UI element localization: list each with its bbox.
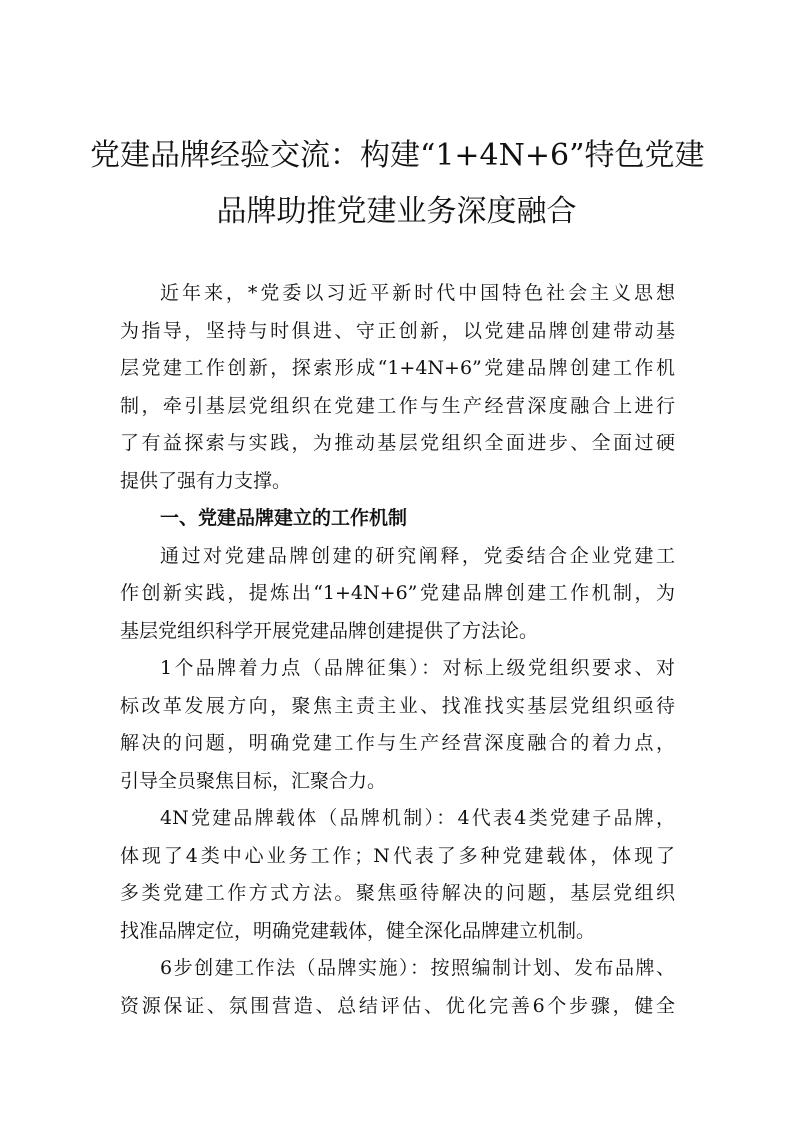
paragraph-line: 1个品牌着力点（品牌征集）：对标上级党组织要求、对 [160,657,675,679]
paragraph-intro [120,275,675,500]
paragraph-line: 体现了4类中心业务工作；N代表了多种党建载体，体现了 [120,844,675,867]
paragraph-line: 标改革发展方向，聚焦主责主业、找准找实基层党组织亟待 [120,694,675,717]
paragraph-six-steps [120,950,675,1025]
paragraph-line: 通过对党建品牌创建的研究阐释，党委结合企业党建工 [160,544,675,567]
document-body [120,275,675,1025]
paragraph-line: 解决的问题，明确党建工作与生产经营深度融合的着力点， [120,732,675,754]
paragraph-line: 制，牵引基层党组织在党建工作与生产经营深度融合上进行 [120,394,675,417]
paragraph-line: 基层党组织科学开展党建品牌创建提供了方法论。 [120,619,539,642]
paragraph-brand-carrier [120,800,675,950]
paragraph-line: 了有益探索与实践，为推动基层党组织全面进步、全面过硬 [120,432,675,454]
section-heading: 一、党建品牌建立的工作机制 [160,507,408,529]
paragraph-line: 找准品牌定位，明确党建载体，健全深化品牌建立机制。 [120,919,596,942]
document-title-line-1: 党建品牌经验交流：构建“1+4N+6”特色党建 [90,138,705,173]
document-title-line-2: 品牌助推党建业务深度融合 [216,194,577,229]
paragraph-mechanism [120,538,675,651]
paragraph-line: 4N党建品牌载体（品牌机制）：4代表4类党建子品牌， [160,807,675,829]
paragraph-line: 为指导，坚持与时俱进、守正创新，以党建品牌创建带动基 [120,319,675,342]
paragraph-line: 作创新实践，提炼出“1+4N+6”党建品牌创建工作机制，为 [120,582,675,604]
paragraph-line: 6步创建工作法（品牌实施）：按照编制计划、发布品牌、 [160,957,675,979]
paragraph-line: 近年来，*党委以习近平新时代中国特色社会主义思想 [160,282,675,304]
paragraph-brand-focus [120,650,675,800]
paragraph-line: 引导全员聚焦目标，汇聚合力。 [120,769,387,792]
paragraph-line: 多类党建工作方式方法。聚焦亟待解决的问题，基层党组织 [120,882,675,904]
paragraph-line: 资源保证、氛围营造、总结评估、优化完善6个步骤，健全 [120,994,675,1017]
paragraph-line: 提供了强有力支撑。 [120,469,292,492]
paragraph-line: 层党建工作创新，探索形成“1+4N+6”党建品牌创建工作机 [120,357,675,379]
